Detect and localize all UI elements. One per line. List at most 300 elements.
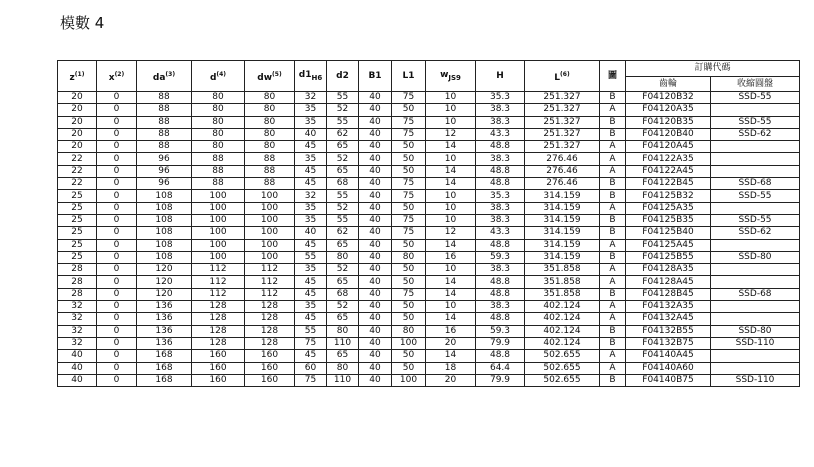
table-cell: 38.3	[476, 104, 525, 116]
table-cell: 16	[426, 325, 476, 337]
page-title: 模數 4	[60, 14, 105, 32]
table-cell: 80	[327, 362, 359, 374]
table-cell: 32	[295, 92, 327, 104]
table-cell: 32	[58, 313, 97, 325]
table-cell: 251.327	[525, 141, 600, 153]
table-cell: F04122A45	[626, 165, 711, 177]
table-cell: 120	[137, 264, 192, 276]
table-cell: 276.46	[525, 178, 600, 190]
table-cell: 40	[359, 313, 392, 325]
table-cell: 40	[359, 325, 392, 337]
table-cell: 88	[192, 153, 245, 165]
table-cell: 22	[58, 153, 97, 165]
table-cell: 40	[359, 214, 392, 226]
table-cell: 40	[359, 190, 392, 202]
table-cell: 65	[327, 239, 359, 251]
column-header-label: B1	[368, 71, 382, 81]
table-row	[58, 325, 800, 337]
table-cell: 52	[327, 202, 359, 214]
table-cell: 80	[245, 141, 295, 153]
table-cell	[711, 362, 800, 374]
table-cell: B	[600, 251, 626, 263]
table-row	[58, 214, 800, 226]
table-row	[58, 374, 800, 386]
table-cell: 136	[137, 313, 192, 325]
table-cell: 314.159	[525, 202, 600, 214]
table-row	[58, 227, 800, 239]
column-header-subscript: H6	[311, 73, 323, 82]
table-cell: 14	[426, 239, 476, 251]
table-cell: 100	[192, 227, 245, 239]
table-cell: 112	[245, 288, 295, 300]
table-cell: 65	[327, 141, 359, 153]
table-cell: 55	[327, 214, 359, 226]
table-cell: 100	[192, 251, 245, 263]
table-cell: 80	[392, 251, 426, 263]
table-row	[58, 92, 800, 104]
table-cell: 55	[327, 190, 359, 202]
table-cell: 10	[426, 116, 476, 128]
table-row	[58, 116, 800, 128]
table-cell: 75	[392, 128, 426, 140]
table-cell: 40	[359, 251, 392, 263]
table-cell: 40	[359, 202, 392, 214]
table-cell: 100	[392, 374, 426, 386]
table-cell: F04132B75	[626, 337, 711, 349]
table-cell: 50	[392, 276, 426, 288]
table-cell	[711, 350, 800, 362]
table-cell: 40	[359, 288, 392, 300]
table-cell: F04120B32	[626, 92, 711, 104]
table-cell: 160	[245, 362, 295, 374]
table-cell: 402.124	[525, 325, 600, 337]
table-cell: 65	[327, 165, 359, 177]
table-cell: A	[600, 301, 626, 313]
table-row	[58, 288, 800, 300]
table-cell: 80	[245, 116, 295, 128]
column-header	[600, 61, 626, 92]
table-cell: 14	[426, 350, 476, 362]
table-cell: 40	[359, 264, 392, 276]
table-cell: 120	[137, 276, 192, 288]
column-header	[295, 61, 327, 92]
table-cell: 20	[58, 92, 97, 104]
table-cell: 55	[295, 251, 327, 263]
table-cell: 75	[392, 227, 426, 239]
table-cell: 10	[426, 202, 476, 214]
table-cell: F04128B45	[626, 288, 711, 300]
table-cell: 0	[97, 128, 137, 140]
table-cell: F04122B45	[626, 178, 711, 190]
table-cell: 96	[137, 153, 192, 165]
table-cell: 100	[245, 251, 295, 263]
table-cell: 40	[359, 337, 392, 349]
table-cell: 0	[97, 251, 137, 263]
table-cell: 314.159	[525, 214, 600, 226]
table-cell: B	[600, 374, 626, 386]
table-cell: 62	[327, 128, 359, 140]
table-cell: 120	[137, 288, 192, 300]
table-cell: 59.3	[476, 251, 525, 263]
table-cell: 22	[58, 165, 97, 177]
table-cell: 88	[245, 153, 295, 165]
table-cell: 50	[392, 202, 426, 214]
table-cell: 40	[359, 141, 392, 153]
table-cell: 14	[426, 165, 476, 177]
table-cell: 48.8	[476, 141, 525, 153]
table-cell: 60	[295, 362, 327, 374]
table-cell: SSD-68	[711, 178, 800, 190]
table-cell: SSD-55	[711, 190, 800, 202]
table-cell: 88	[137, 104, 192, 116]
table-cell: 40	[58, 362, 97, 374]
table-cell: 32	[58, 325, 97, 337]
table-cell: 0	[97, 227, 137, 239]
column-header	[137, 61, 192, 92]
table-cell: 32	[58, 337, 97, 349]
table-cell: 68	[327, 178, 359, 190]
table-cell: 80	[245, 92, 295, 104]
table-cell: 100	[392, 337, 426, 349]
table-cell: 88	[137, 92, 192, 104]
table-cell: 40	[359, 92, 392, 104]
table-cell: 314.159	[525, 251, 600, 263]
table-cell: 112	[245, 276, 295, 288]
table-cell: SSD-55	[711, 92, 800, 104]
table-cell: 80	[192, 141, 245, 153]
order-sub-header-gear: 齒輪	[626, 76, 711, 92]
column-header	[392, 61, 426, 92]
table-cell: 0	[97, 104, 137, 116]
table-cell: 40	[58, 350, 97, 362]
table-cell: 18	[426, 362, 476, 374]
table-cell: 100	[192, 239, 245, 251]
table-cell: 80	[327, 325, 359, 337]
table-cell: 0	[97, 190, 137, 202]
table-cell: 10	[426, 153, 476, 165]
table-cell: 40	[359, 362, 392, 374]
table-cell: 64.4	[476, 362, 525, 374]
table-cell: 52	[327, 264, 359, 276]
table-cell: SSD-62	[711, 227, 800, 239]
table-cell: 80	[192, 116, 245, 128]
table-cell: F04120B35	[626, 116, 711, 128]
table-cell: 38.3	[476, 116, 525, 128]
table-cell: 0	[97, 264, 137, 276]
table-cell: 38.3	[476, 214, 525, 226]
table-cell: 20	[58, 116, 97, 128]
table-cell	[711, 313, 800, 325]
table-cell: 251.327	[525, 104, 600, 116]
table-cell: F04132A35	[626, 301, 711, 313]
table-cell: B	[600, 337, 626, 349]
table-cell: 14	[426, 141, 476, 153]
table-cell: SSD-68	[711, 288, 800, 300]
table-cell: 128	[192, 301, 245, 313]
table-row	[58, 239, 800, 251]
table-cell: 43.3	[476, 227, 525, 239]
table-cell: 65	[327, 350, 359, 362]
table-cell: F04128A45	[626, 276, 711, 288]
table-cell: B	[600, 190, 626, 202]
table-cell: SSD-62	[711, 128, 800, 140]
table-cell: A	[600, 202, 626, 214]
table-cell: B	[600, 116, 626, 128]
table-cell: 25	[58, 214, 97, 226]
table-cell: 25	[58, 202, 97, 214]
table-cell: A	[600, 350, 626, 362]
table-cell: 40	[359, 178, 392, 190]
column-header	[525, 61, 600, 92]
table-cell: SSD-55	[711, 116, 800, 128]
table-cell: 38.3	[476, 264, 525, 276]
table-cell: 75	[392, 288, 426, 300]
table-cell: 48.8	[476, 350, 525, 362]
table-cell: SSD-110	[711, 337, 800, 349]
table-cell: 10	[426, 92, 476, 104]
table-cell: 128	[245, 313, 295, 325]
column-header-label: L	[554, 72, 561, 83]
table-cell: 75	[295, 374, 327, 386]
table-cell: F04120A35	[626, 104, 711, 116]
table-cell: 38.3	[476, 301, 525, 313]
table-cell: 108	[137, 251, 192, 263]
table-cell: 0	[97, 276, 137, 288]
table-cell: 35	[295, 264, 327, 276]
table-cell: 351.858	[525, 264, 600, 276]
table-cell: A	[600, 239, 626, 251]
spec-table	[57, 60, 800, 387]
table-cell: 50	[392, 165, 426, 177]
table-cell: 45	[295, 239, 327, 251]
column-header	[97, 61, 137, 92]
table-cell: 35	[295, 116, 327, 128]
table-cell: 251.327	[525, 128, 600, 140]
table-cell: 68	[327, 288, 359, 300]
table-cell: 45	[295, 165, 327, 177]
table-cell	[711, 141, 800, 153]
table-cell: 0	[97, 202, 137, 214]
table-cell: 35.3	[476, 190, 525, 202]
table-cell: 62	[327, 227, 359, 239]
table-row	[58, 190, 800, 202]
table-cell: 96	[137, 165, 192, 177]
table-cell: 50	[392, 362, 426, 374]
table-cell: 48.8	[476, 239, 525, 251]
table-cell: 80	[327, 251, 359, 263]
column-header	[426, 61, 476, 92]
table-cell: SSD-110	[711, 374, 800, 386]
table-cell: 12	[426, 227, 476, 239]
table-cell: 48.8	[476, 288, 525, 300]
table-cell: 160	[192, 362, 245, 374]
table-cell: 110	[327, 337, 359, 349]
column-header	[245, 61, 295, 92]
table-cell: 16	[426, 251, 476, 263]
table-cell: F04125B40	[626, 227, 711, 239]
table-cell: 35	[295, 301, 327, 313]
column-header-label: d	[209, 72, 217, 83]
table-cell: 22	[58, 178, 97, 190]
table-cell: F04132B55	[626, 325, 711, 337]
table-cell: 43.3	[476, 128, 525, 140]
table-cell: 40	[359, 165, 392, 177]
table-cell: 75	[392, 214, 426, 226]
table-cell: 160	[192, 350, 245, 362]
table-cell: B	[600, 214, 626, 226]
table-cell: 108	[137, 202, 192, 214]
table-cell: 136	[137, 325, 192, 337]
table-cell: 25	[58, 239, 97, 251]
column-header-superscript: (1)	[74, 70, 85, 78]
column-header-label: x	[108, 72, 115, 83]
table-cell: A	[600, 362, 626, 374]
table-cell: 40	[295, 128, 327, 140]
table-cell: 351.858	[525, 276, 600, 288]
table-cell: 10	[426, 214, 476, 226]
table-cell: SSD-80	[711, 325, 800, 337]
column-header-superscript: (5)	[272, 70, 282, 78]
column-header-label: H	[496, 71, 504, 81]
table-cell: F04125A35	[626, 202, 711, 214]
table-cell: 100	[245, 190, 295, 202]
table-row	[58, 337, 800, 349]
column-header-label: da	[152, 72, 166, 83]
table-cell: 128	[192, 337, 245, 349]
table-cell: 276.46	[525, 165, 600, 177]
table-cell: 55	[327, 116, 359, 128]
table-cell: B	[600, 92, 626, 104]
table-cell: 100	[192, 214, 245, 226]
table-cell: 35	[295, 214, 327, 226]
table-cell: 0	[97, 141, 137, 153]
table-cell: 45	[295, 141, 327, 153]
table-cell: 45	[295, 313, 327, 325]
table-cell: 128	[192, 325, 245, 337]
table-cell: 45	[295, 288, 327, 300]
table-cell: 14	[426, 276, 476, 288]
table-cell: 59.3	[476, 325, 525, 337]
table-cell: 168	[137, 374, 192, 386]
table-cell: 160	[245, 374, 295, 386]
table-cell: 0	[97, 288, 137, 300]
table-cell: 276.46	[525, 153, 600, 165]
table-row	[58, 301, 800, 313]
column-header-superscript: (3)	[165, 70, 176, 78]
table-cell: F04140A45	[626, 350, 711, 362]
column-header	[58, 61, 97, 92]
table-cell: 65	[327, 313, 359, 325]
table-cell: 0	[97, 178, 137, 190]
table-cell: 0	[97, 374, 137, 386]
table-cell: 314.159	[525, 239, 600, 251]
table-cell: SSD-80	[711, 251, 800, 263]
column-header	[476, 61, 525, 92]
table-cell: 0	[97, 337, 137, 349]
table-cell: 112	[192, 288, 245, 300]
table-cell: 50	[392, 264, 426, 276]
table-cell: 75	[392, 178, 426, 190]
table-cell: 48.8	[476, 178, 525, 190]
table-cell: 50	[392, 153, 426, 165]
order-code-header: 訂購代碼	[626, 61, 800, 77]
table-cell: 0	[97, 153, 137, 165]
table-cell: 75	[392, 190, 426, 202]
table-cell: 10	[426, 104, 476, 116]
table-cell: 40	[58, 374, 97, 386]
table-cell: 88	[192, 165, 245, 177]
table-cell: 35	[295, 202, 327, 214]
table-row	[58, 251, 800, 263]
table-cell: 52	[327, 301, 359, 313]
table-cell: 52	[327, 153, 359, 165]
table-cell: 75	[392, 116, 426, 128]
table-cell: 40	[359, 276, 392, 288]
table-cell: 20	[58, 104, 97, 116]
table-cell: 100	[192, 190, 245, 202]
table-row	[58, 141, 800, 153]
table-cell: 48.8	[476, 276, 525, 288]
table-cell: B	[600, 128, 626, 140]
table-cell: 0	[97, 116, 137, 128]
table-cell: 35	[295, 153, 327, 165]
table-cell: 50	[392, 239, 426, 251]
table-cell: 80	[245, 104, 295, 116]
column-header-superscript: (6)	[560, 70, 570, 78]
table-cell: 40	[359, 116, 392, 128]
table-cell: F04128A35	[626, 264, 711, 276]
table-cell: 314.159	[525, 190, 600, 202]
table-cell: 88	[192, 178, 245, 190]
table-cell: F04125B55	[626, 251, 711, 263]
table-cell: 96	[137, 178, 192, 190]
table-cell: 45	[295, 350, 327, 362]
table-cell: F04140A60	[626, 362, 711, 374]
table-cell: 0	[97, 92, 137, 104]
table-cell: A	[600, 165, 626, 177]
table-cell	[711, 276, 800, 288]
table-cell: 40	[359, 350, 392, 362]
table-cell: 10	[426, 190, 476, 202]
table-cell: 40	[359, 128, 392, 140]
table-cell: 38.3	[476, 202, 525, 214]
table-row	[58, 264, 800, 276]
column-header-label: dw	[257, 72, 273, 83]
table-cell	[711, 165, 800, 177]
column-header	[359, 61, 392, 92]
table-row	[58, 350, 800, 362]
column-header	[192, 61, 245, 92]
table-cell: 110	[327, 374, 359, 386]
table-cell: 20	[426, 374, 476, 386]
table-cell: 40	[359, 104, 392, 116]
table-cell: A	[600, 104, 626, 116]
table-cell: 112	[192, 264, 245, 276]
table-cell: 25	[58, 251, 97, 263]
table-cell: 314.159	[525, 227, 600, 239]
table-cell: F04125A45	[626, 239, 711, 251]
table-cell: 28	[58, 264, 97, 276]
table-cell: 75	[392, 92, 426, 104]
table-cell: 80	[192, 104, 245, 116]
table-cell: 502.655	[525, 374, 600, 386]
column-header-superscript: (4)	[216, 70, 227, 78]
table-cell: 20	[426, 337, 476, 349]
table-cell: 88	[137, 128, 192, 140]
table-cell: 0	[97, 301, 137, 313]
table-cell: 35.3	[476, 92, 525, 104]
table-row	[58, 165, 800, 177]
